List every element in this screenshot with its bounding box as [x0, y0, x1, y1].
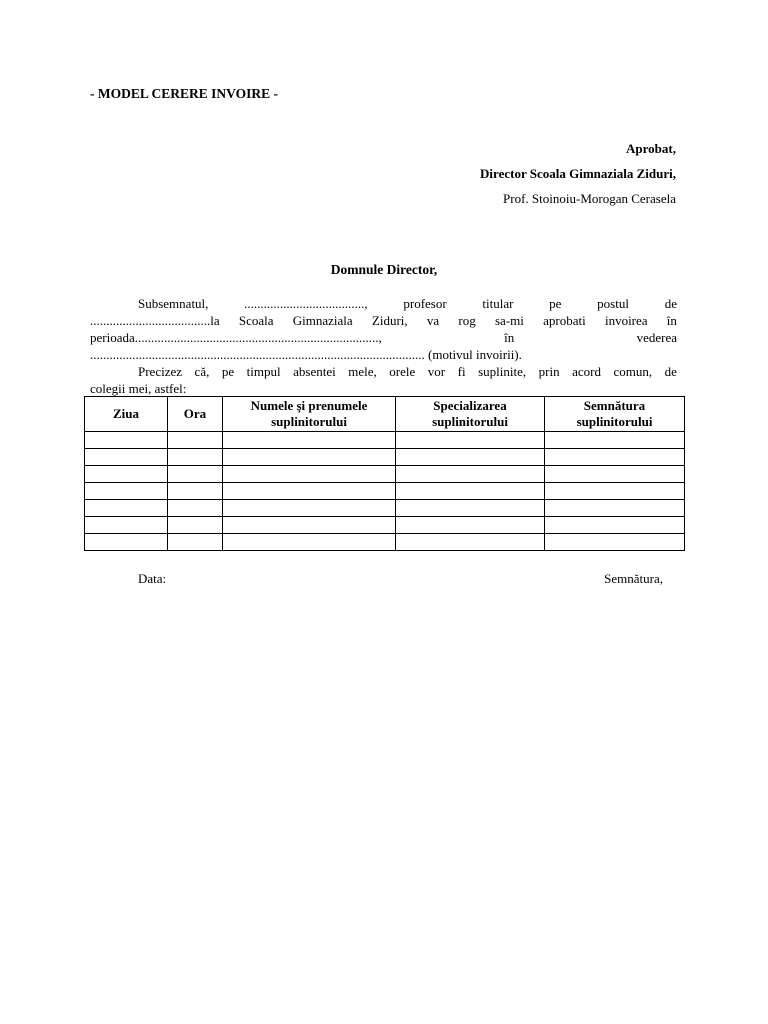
header-substitute-name: Numele şi prenumele suplinitorului — [223, 397, 396, 432]
salutation: Domnule Director, — [330, 262, 438, 277]
word: vor — [427, 364, 446, 379]
word: titular — [482, 296, 514, 311]
table-cell[interactable] — [545, 483, 685, 500]
word: fi — [457, 364, 466, 379]
table-cell[interactable] — [85, 466, 168, 483]
word: de — [664, 296, 677, 311]
table-cell[interactable] — [545, 517, 685, 534]
table-cell[interactable] — [168, 534, 223, 551]
footer — [138, 571, 663, 587]
word: ....................................., — [244, 296, 368, 311]
document-title: - MODEL CERERE INVOIRE - — [90, 86, 278, 101]
table-cell[interactable] — [85, 449, 168, 466]
table-row — [85, 432, 685, 449]
table-cell[interactable] — [223, 466, 396, 483]
approval-block — [480, 136, 676, 211]
word: Precizez — [138, 364, 183, 379]
paragraph1-line2 — [90, 312, 677, 329]
table-cell[interactable] — [545, 466, 685, 483]
table-cell[interactable] — [168, 483, 223, 500]
paragraph2-line2: colegii mei, astfel: — [90, 381, 187, 396]
header-signature: Semnătura suplinitorului — [545, 397, 685, 432]
word: de — [664, 364, 677, 379]
table-cell[interactable] — [85, 483, 168, 500]
table-cell[interactable] — [396, 500, 545, 517]
table-cell[interactable] — [396, 534, 545, 551]
paragraph1-line4: ....................................................................................................... (motivul invoirii). — [90, 347, 522, 362]
request-body — [90, 295, 677, 397]
word: în — [504, 330, 515, 345]
table-row — [85, 449, 685, 466]
paragraph2-line1 — [90, 363, 677, 380]
table-row — [85, 483, 685, 500]
word: acord — [572, 364, 601, 379]
approval-name: Prof. Stoinoiu-Morogan Cerasela — [503, 191, 676, 206]
table-cell[interactable] — [85, 500, 168, 517]
table-cell[interactable] — [85, 432, 168, 449]
table-row — [85, 500, 685, 517]
approval-label: Aprobat, — [626, 141, 676, 156]
table-cell[interactable] — [223, 534, 396, 551]
table-cell[interactable] — [85, 517, 168, 534]
table-cell[interactable] — [396, 517, 545, 534]
word: Ziduri, — [371, 313, 408, 328]
table-cell[interactable] — [223, 432, 396, 449]
word: vederea — [636, 330, 677, 345]
word: în — [666, 313, 677, 328]
word: invoirea — [604, 313, 648, 328]
header-hour: Ora — [168, 397, 223, 432]
table-cell[interactable] — [168, 466, 223, 483]
word: comun, — [613, 364, 653, 379]
approval-director: Director Scoala Gimnaziala Ziduri, — [480, 166, 676, 181]
table-row — [85, 517, 685, 534]
word: absentei — [293, 364, 336, 379]
table-row — [85, 534, 685, 551]
word: Scoala — [238, 313, 274, 328]
word: că, — [194, 364, 210, 379]
table-cell[interactable] — [545, 534, 685, 551]
table-cell[interactable] — [545, 449, 685, 466]
table-cell[interactable] — [545, 500, 685, 517]
table-body — [85, 432, 685, 551]
word: .....................................la — [90, 313, 220, 328]
substitution-table — [84, 396, 685, 551]
table-cell[interactable] — [396, 432, 545, 449]
word: timpul — [246, 364, 281, 379]
table-cell[interactable] — [223, 483, 396, 500]
word: mele, — [348, 364, 377, 379]
date-label: Data: — [138, 571, 167, 586]
table-cell[interactable] — [223, 517, 396, 534]
table-cell[interactable] — [396, 466, 545, 483]
table-cell[interactable] — [223, 449, 396, 466]
word: orele — [389, 364, 416, 379]
header-specialization: Specializarea suplinitorului — [396, 397, 545, 432]
word: va — [426, 313, 440, 328]
word: sa-mi — [495, 313, 524, 328]
table-cell[interactable] — [168, 517, 223, 534]
paragraph1-line3 — [90, 329, 677, 346]
table-cell[interactable] — [168, 500, 223, 517]
word: rog — [458, 313, 476, 328]
table-cell[interactable] — [85, 534, 168, 551]
word: pe — [221, 364, 235, 379]
table-header-row — [85, 397, 685, 432]
table-cell[interactable] — [396, 483, 545, 500]
word: perioada..........................................................................., — [90, 330, 382, 345]
word: profesor — [403, 296, 447, 311]
table-cell[interactable] — [223, 500, 396, 517]
table-row — [85, 466, 685, 483]
table-cell[interactable] — [168, 449, 223, 466]
paragraph1-line1 — [90, 295, 677, 312]
table-cell[interactable] — [396, 449, 545, 466]
signature-label: Semnătura, — [604, 571, 663, 586]
word: aprobati — [543, 313, 586, 328]
word: Gimnaziala — [292, 313, 353, 328]
word: suplinite, — [478, 364, 527, 379]
word: postul — [597, 296, 629, 311]
table-cell[interactable] — [168, 432, 223, 449]
word: prin — [538, 364, 560, 379]
header-day: Ziua — [85, 397, 168, 432]
table-cell[interactable] — [545, 432, 685, 449]
word: Subsemnatul, — [138, 296, 209, 311]
word: pe — [549, 296, 562, 311]
